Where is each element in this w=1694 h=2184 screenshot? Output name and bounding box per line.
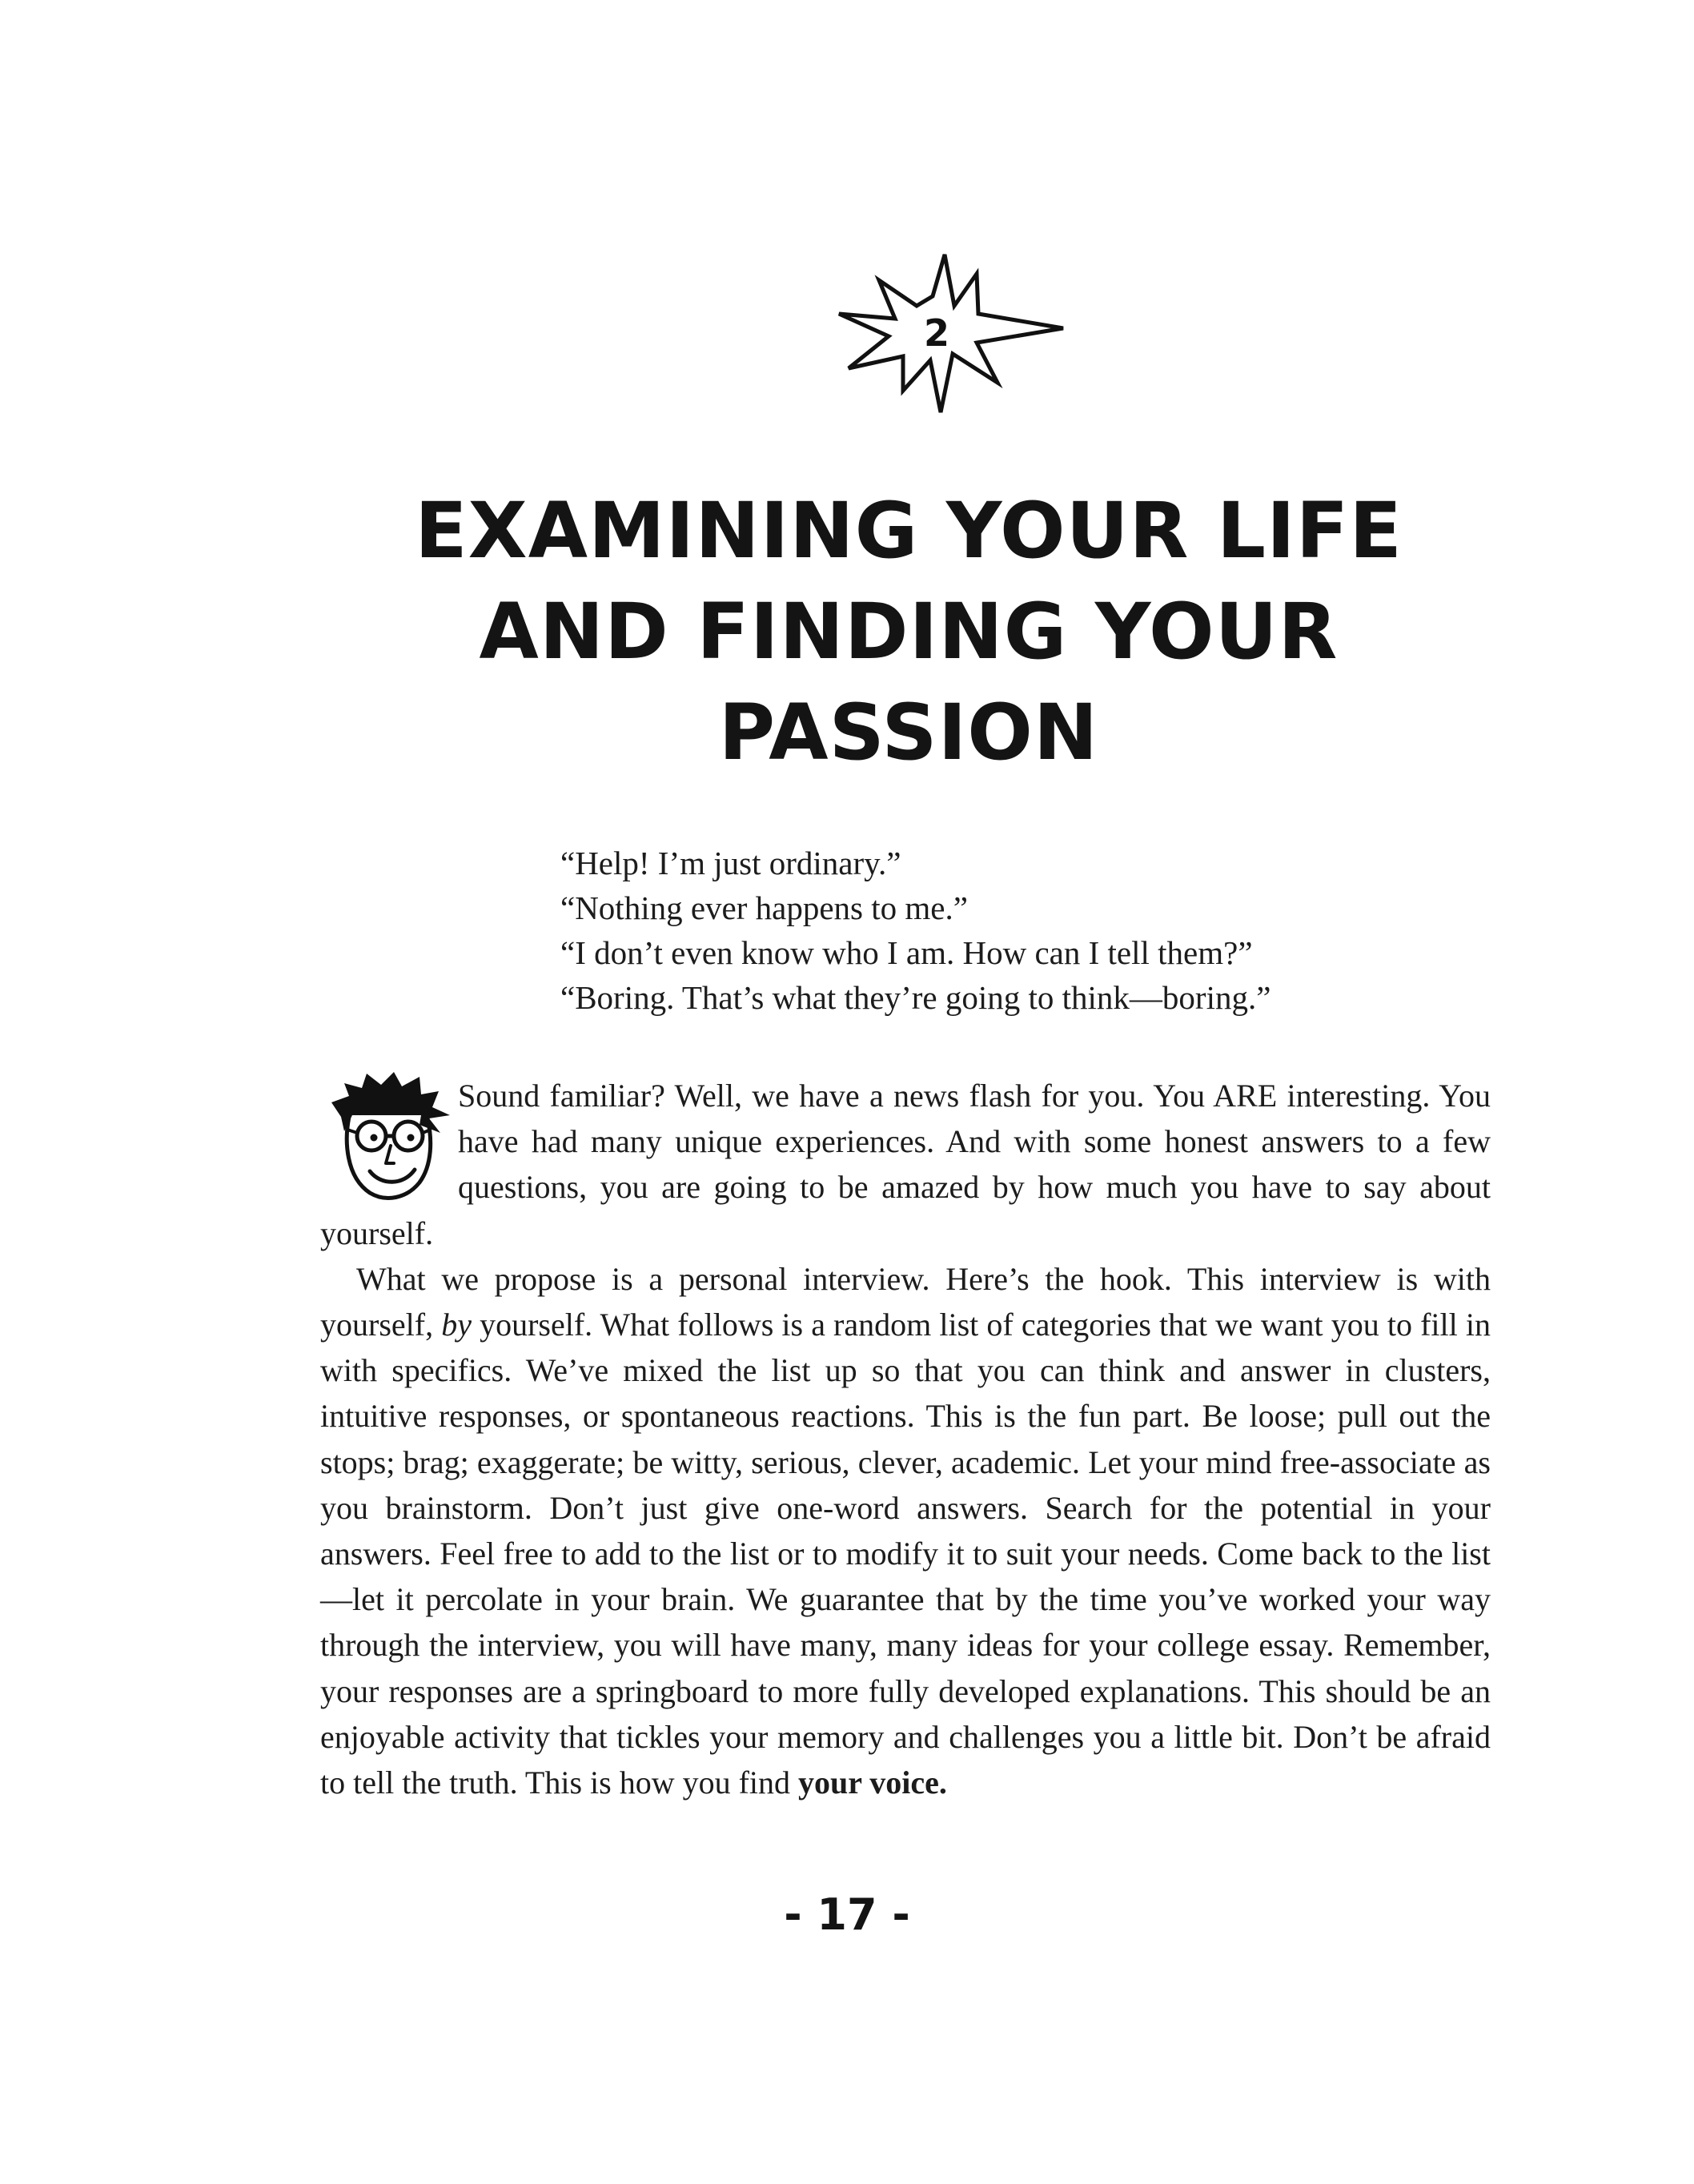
paragraph: Sound familiar? Well, we have a news flash for you. You ARE interesting. You have had many unique experiences. And with some honest answers to a few questions, you are going to be amazed by how much you have to say about yourself.: [320, 1078, 1491, 1251]
emphasis-text: by: [441, 1307, 472, 1343]
chapter-title-line-1: EXAMINING YOUR LIFE: [415, 486, 1403, 576]
quote-line: “Boring. That’s what they’re going to think—boring.”: [560, 979, 1271, 1016]
chapter-badge: [809, 248, 1073, 424]
starburst-shape: [839, 255, 1063, 412]
paragraph-text: What we propose is a personal interview. Here’s the hook. This interview is with yourself,: [320, 1260, 1491, 1343]
page-number: - 17 -: [784, 1889, 910, 1940]
paragraph: [320, 1256, 1491, 1805]
quote-line: “I don’t even know who I am. How can I tell them?”: [560, 934, 1253, 971]
opening-quotes: [560, 841, 1521, 1020]
bold-text: your voice.: [798, 1764, 947, 1801]
paragraph-text: yourself. What follows is a random list of categories that we want you to fill in with specifics. We’ve mixed the list up so that you can think and answer in clusters, intuitive responses, or spontaneous reactions. This is the fun part. Be loose; pull out the stops; brag; exaggerate; be witty, serious, clever, academic. Let your mind free-associate as you brainstorm. Don’t just give one-word answers. Search for the potential in your answers. Feel free to add to the list or to modify it to suit your needs. Come back to the list—let it percolate in your brain. We guarantee that by the time you’ve worked your way through the interview, you will have many, many ideas for your college essay. Remember, your responses are a springboard to more fully developed explanations. This should be an enjoyable activity that tickles your memory and challenges you a little bit. Don’t be afraid to tell the truth. This is how you find: [320, 1307, 1491, 1801]
body-text: [320, 1073, 1491, 1805]
quote-line: “Help! I’m just ordinary.”: [560, 845, 901, 881]
chapter-title: [288, 480, 1529, 783]
chapter-number: 2: [923, 311, 950, 355]
chapter-title-line-2: AND FINDING YOUR PASSION: [479, 587, 1339, 777]
quote-line: “Nothing ever happens to me.”: [560, 889, 968, 926]
starburst-icon: [809, 248, 1073, 424]
